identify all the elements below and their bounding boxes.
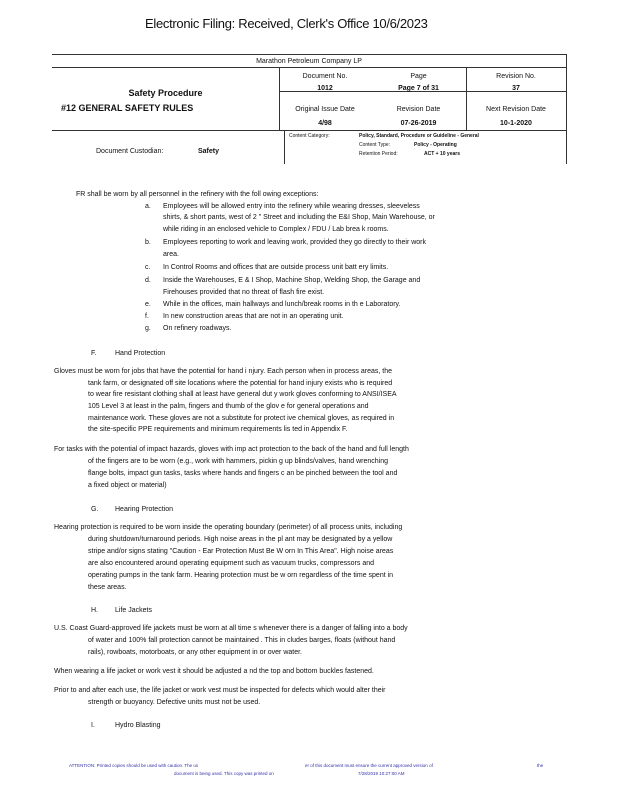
exception-e-line-1: While in the offices, main hallways and lunch/break rooms in th e Laboratory. bbox=[163, 301, 401, 308]
section-g-title: Hearing Protection bbox=[115, 506, 173, 513]
next-rev-label: Next Revision Date bbox=[486, 106, 546, 113]
footer-attention-4: the bbox=[537, 763, 544, 768]
section-g-letter: G. bbox=[91, 506, 99, 513]
exception-a-line-1: Employees will be allowed entry into the refinery while wearing dresses, sleeveless bbox=[163, 203, 420, 210]
hearing-line-1: Hearing protection is required to be worn inside the operating boundary (perimeter) of all process units, including bbox=[54, 524, 403, 531]
page-value: Page 7 of 31 bbox=[398, 85, 439, 92]
content-type-value: Policy - Operating bbox=[414, 142, 457, 148]
header-custodian-divider bbox=[52, 130, 566, 131]
gloves-p1-line-4: 105 Level 3 at least in the palm, fingers and thumb of the glov e for general operations and bbox=[88, 403, 369, 410]
exception-a-line-3: while riding in an enclosed vehicle to Complex / FDU / Lab brea k rooms. bbox=[163, 226, 389, 233]
hearing-line-6: these areas. bbox=[88, 584, 127, 591]
section-h-title: Life Jackets bbox=[115, 607, 152, 614]
custodian-value: Safety bbox=[198, 148, 220, 155]
gloves-p1-line-1: Gloves must be worn for jobs that have the potential for hand i njury. Each person when in process areas, the bbox=[54, 368, 393, 375]
exception-b-line-2: area. bbox=[163, 251, 179, 258]
fr-intro: FR shall be worn by all personnel in the refinery with the foll owing exceptions: bbox=[76, 191, 319, 198]
header-custodian-col-divider bbox=[284, 130, 285, 164]
gloves-p1-line-2: tank farm, or designated off site locations where the potential for hand injury exists who is required bbox=[88, 380, 393, 387]
footer-print-date: 7/28/2019 10:27:00 AM bbox=[358, 771, 405, 776]
exception-f-line-1: In new construction areas that are not in an operating unit. bbox=[163, 313, 344, 320]
footer-attention-1: ATTENTION: Printed copies should be used with caution. The us bbox=[69, 763, 199, 768]
header-right-border bbox=[566, 54, 567, 164]
exception-b-line-1: Employees reporting to work and leaving work, provided they go directly to their work bbox=[163, 239, 427, 246]
section-h-letter: H. bbox=[91, 607, 98, 614]
gloves-p2-line-4: a fixed object or material) bbox=[88, 482, 167, 489]
hearing-line-5: operating pumps in the tank farm. Hearing protection must be w orn regardless of the time spent in bbox=[88, 572, 394, 579]
life-p1-line-1: U.S. Coast Guard-approved life jackets must be worn at all time s whenever there is a danger of falling into a body bbox=[54, 625, 408, 632]
rev-date-label: Revision Date bbox=[396, 106, 441, 113]
exception-f-letter: f. bbox=[145, 313, 149, 320]
exception-c-letter: c. bbox=[145, 264, 151, 271]
header-company-divider bbox=[52, 67, 566, 68]
page-label: Page bbox=[410, 73, 427, 80]
document-header bbox=[52, 54, 566, 164]
exception-b-letter: b. bbox=[145, 239, 151, 246]
life-p1-line-2: of water and 100% fall protection cannot be maintained . This in cludes barges, floats (without hand bbox=[88, 637, 396, 644]
content-category-label: Content Category: bbox=[289, 133, 330, 139]
gloves-p1-line-3: to wear fire resistant clothing shall at least have general dut y work gloves conforming to ANSI/ISEA bbox=[88, 391, 397, 398]
revision-no-value: 37 bbox=[512, 85, 520, 92]
exception-c-line-1: In Control Rooms and offices that are outside process unit batt ery limits. bbox=[163, 264, 389, 271]
life-p1-line-3: rails), rowboats, motorboats, or any other equipment in or over water. bbox=[88, 649, 302, 656]
procedure-title: Safety Procedure bbox=[128, 88, 203, 98]
exception-e-letter: e. bbox=[145, 301, 151, 308]
exception-d-letter: d. bbox=[145, 277, 151, 284]
section-f-title: Hand Protection bbox=[115, 350, 166, 357]
procedure-subtitle: #12 GENERAL SAFETY RULES bbox=[61, 103, 194, 113]
content-category-value: Policy, Standard, Procedure or Guideline - General bbox=[359, 133, 479, 139]
revision-no-label: Revision No. bbox=[496, 73, 536, 80]
hearing-line-4: are also encountered around operating equipment such as vacuum trucks, compressors and bbox=[88, 560, 374, 567]
gloves-p1-line-5: maintenance work. These gloves are not a substitute for protect ive chemical gloves, as required in bbox=[88, 415, 395, 422]
hearing-line-2: during shutdown/turnaround periods. High noise areas in the pl ant may be designated by a yellow bbox=[88, 536, 393, 543]
retention-value: ACT + 10 years bbox=[424, 151, 460, 157]
section-i-title: Hydro Blasting bbox=[115, 722, 161, 729]
footer-attention-3: er of this document must ensure the current approved version of bbox=[305, 763, 433, 768]
footer-attention-2: document is being used. This copy was printed on bbox=[174, 771, 274, 776]
exception-a-line-2: shirts, & short pants, west of 2 " Street and including the E&I Shop, Main Warehouse, or bbox=[163, 214, 435, 221]
gloves-p2-line-2: of the fingers are to be worn (e.g., work with hammers, pickin g up blinds/valves, hand wrenching bbox=[88, 458, 388, 465]
gloves-p2-line-3: flange bolts, impact gun tasks, tasks where hands and fingers c an be pinched between the tool and bbox=[88, 470, 398, 477]
section-i-letter: I. bbox=[91, 722, 95, 729]
gloves-p1-line-6: the site-specific PPE requirements and minimum requirements lis ted in Appendix F. bbox=[88, 426, 348, 433]
header-top-border bbox=[52, 54, 566, 55]
exception-a-letter: a. bbox=[145, 203, 151, 210]
orig-issue-value: 4/98 bbox=[318, 120, 332, 127]
exception-d-line-1: Inside the Warehouses, E & I Shop, Machine Shop, Welding Shop, the Garage and bbox=[163, 277, 421, 284]
custodian-label: Document Custodian: bbox=[96, 148, 164, 155]
doc-no-label: Document No. bbox=[302, 73, 348, 80]
orig-issue-label: Original Issue Date bbox=[295, 106, 355, 113]
life-p3-line-2: strength or buoyancy. Defective units must not be used. bbox=[88, 699, 261, 706]
rev-date-value: 07-26-2019 bbox=[400, 120, 437, 127]
next-rev-value: 10-1-2020 bbox=[500, 120, 532, 127]
gloves-p2-line-1: For tasks with the potential of impact hazards, gloves with imp act protection to the back of the hand and full length bbox=[54, 446, 409, 453]
section-f-letter: F. bbox=[91, 350, 97, 357]
exception-d-line-2: Firehouses provided that no threat of flash fire exist. bbox=[163, 289, 325, 296]
hearing-line-3: stripe and/or signs stating "Caution - Ear Protection Must Be W orn In This Area". High noise areas bbox=[88, 548, 394, 555]
retention-label: Retention Period: bbox=[359, 151, 398, 157]
exception-g-letter: g. bbox=[145, 325, 151, 332]
exception-g-line-1: On refinery roadways. bbox=[163, 325, 232, 332]
life-p3-line-1: Prior to and after each use, the life jacket or work vest must be inspected for defects which would alter their bbox=[54, 687, 386, 694]
filing-stamp: Electronic Filing: Received, Clerk's Office 10/6/2023 bbox=[145, 16, 428, 31]
company-name: Marathon Petroleum Company LP bbox=[256, 58, 362, 65]
content-type-label: Content Type: bbox=[359, 142, 391, 148]
life-p2-line-1: When wearing a life jacket or work vest it should be adjusted a nd the top and bottom buckles fastened. bbox=[54, 668, 374, 675]
doc-no-value: 1012 bbox=[317, 85, 333, 92]
